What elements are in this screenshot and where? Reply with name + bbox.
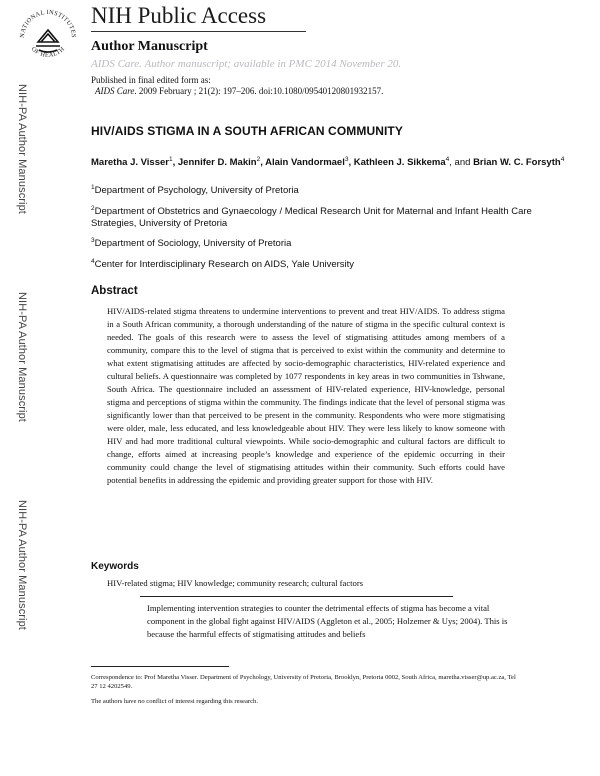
nih-public-access-title: NIH Public Access (91, 3, 267, 28)
side-banner-3: NIH-PA Author Manuscript (16, 500, 28, 630)
author-list (91, 156, 581, 170)
side-banner-2: NIH-PA Author Manuscript (16, 292, 28, 422)
abstract-text: HIV/AIDS-related stigma threatens to undermine interventions to prevent and treat HIV/AIDS. To address stigma in a South African community, a thorough understanding of the nature of stigma in the specific cultural context is needed. The goals of this research were to assess the level of stigmatising attitudes among members of a community, compare this to the level of stigma that is perceived to exist within the community and determine to what extent stigmatising attitudes are affected by socio-demographic characteristics, HIV-related experience and cultural beliefs. A questionnaire was completed by 1077 respondents in key areas in two communities in Tshwane, South Africa. The questionnaire included an assessment of HIV-related experience, HIV-knowledge, personal stigma and perceptions of stigma within the community. The findings indicate that the level of personal stigma was significantly lower than that perceived to be present in the community. Respondents who were more stigmatising were older, male, less educated, and less knowledgeable about HIV. They were less likely to know someone with HIV and had more traditional cultural viewpoints. While socio-demographic and cultural factors are difficult to change, efforts aimed at increasing people’s knowledge and experience of the epidemic occurring in their community could change the level of stigmatising attitudes within their community. Such efforts could have potential benefits in addressing the epidemic and providing greater support for those with HIV. (107, 306, 505, 485)
eagle-emblem-icon (36, 30, 60, 52)
author-affiliation-sup: 1 (168, 155, 173, 163)
author-separator: , (172, 157, 178, 168)
author-separator: , and (449, 157, 474, 168)
header-divider (91, 31, 306, 32)
author-affiliation-sup: 4 (445, 155, 450, 163)
affiliation-text: Department of Psychology, University of Pretoria (94, 185, 299, 196)
article-title: HIV/AIDS STIGMA IN A SOUTH AFRICAN COMMUNITY (91, 124, 403, 138)
nih-logo (14, 2, 82, 68)
author-affiliation-sup: 3 (344, 155, 349, 163)
author: Jennifer D. Makin (177, 157, 257, 168)
author-manuscript-label: Author Manuscript (91, 39, 208, 54)
keywords-text: HIV-related stigma; HIV knowledge; community research; cultural factors (107, 578, 364, 588)
affiliation-text: Department of Obstetrics and Gynaecology / Medical Research Unit for Maternal and Infant Health Care Strategies, University of Pretoria (91, 206, 532, 229)
footnote-divider (91, 666, 229, 667)
affiliation-sup: 1 (91, 183, 95, 191)
published-label: Published in final edited form as: (91, 75, 211, 85)
author-affiliation-sup: 4 (560, 155, 565, 163)
section-divider (140, 596, 453, 597)
author-separator: , (260, 157, 266, 168)
author: Maretha J. Visser (91, 157, 169, 168)
side-banner-1: NIH-PA Author Manuscript (16, 84, 28, 214)
affiliation (91, 259, 571, 271)
intro-paragraph: Implementing intervention strategies to counter the detrimental effects of stigma has become a vital component in the global fight against HIV/AIDS (Aggleton et al., 2005; Holzemer & Uys; 2004). This is because the harmful effects of stigmatising attitudes and beliefs (147, 603, 508, 639)
logo-text-top: NATIONAL INSTITUTES (18, 8, 78, 39)
affiliation-text: Department of Sociology, University of Pretoria (94, 238, 292, 249)
affiliation (91, 185, 571, 197)
affiliation-sup: 3 (91, 236, 95, 244)
author: Kathleen J. Sikkema (353, 157, 446, 168)
availability-journal: AIDS Care. (91, 58, 142, 70)
author-affiliation-sup: 2 (256, 155, 261, 163)
correspondence-footnote: Correspondence to: Prof Maretha Visser. Department of Psychology, University of Pretoria, Brooklyn, Pretoria 0002, South Africa, maretha.visser@up.ac.za, Tel 27 12 4202549. (91, 674, 516, 690)
availability-text: Author manuscript; available in PMC 2014 November 20. (141, 58, 402, 70)
affiliation-sup: 2 (91, 204, 95, 212)
citation-journal: AIDS Care (95, 86, 135, 96)
author-separator: , (348, 157, 354, 168)
affiliation (91, 206, 571, 230)
author: Alain Vandormael (265, 157, 345, 168)
availability-note (91, 58, 401, 71)
affiliation-text: Center for Interdisciplinary Research on AIDS, Yale University (94, 259, 355, 270)
conflict-footnote: The authors have no conflict of interest regarding this research. (91, 698, 258, 705)
abstract-heading: Abstract (91, 285, 138, 297)
citation-details: . 2009 February ; 21(2): 197–206. doi:10.1080/09540120801932157. (134, 86, 384, 96)
author: Brian W. C. Forsyth (473, 157, 561, 168)
logo-text-bottom: OF HEALTH (29, 45, 67, 59)
affiliation-sup: 4 (91, 257, 95, 265)
keywords-heading: Keywords (91, 561, 139, 572)
affiliation (91, 238, 571, 250)
citation (95, 86, 383, 97)
